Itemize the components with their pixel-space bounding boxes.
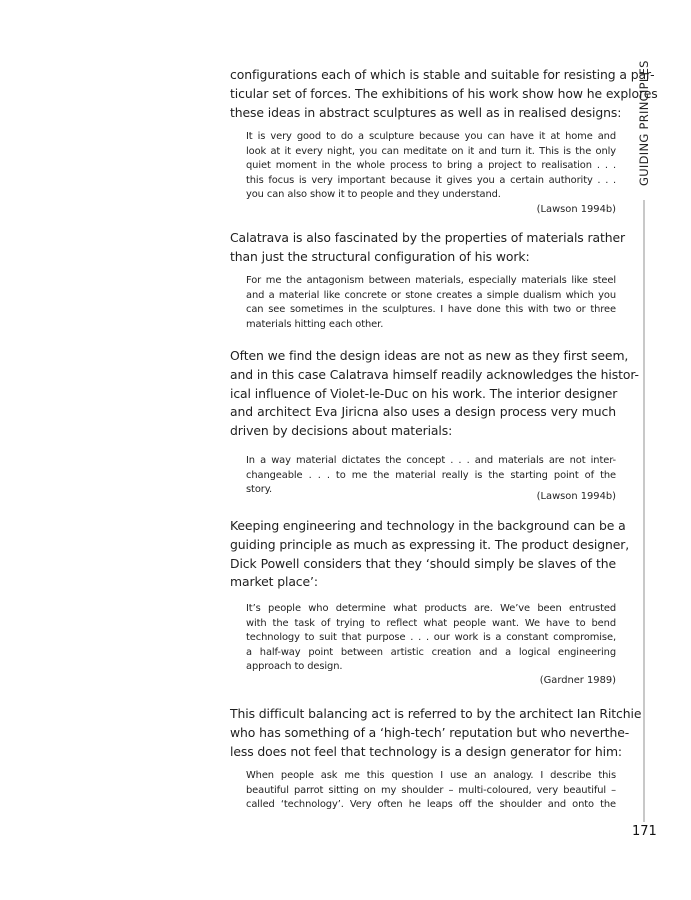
- text-line: It is very good to do a sculpture because you can have it at home and: [246, 131, 616, 142]
- citation: (Lawson 1994b): [536, 204, 616, 215]
- body-paragraph: [230, 705, 642, 761]
- block-quote: [246, 602, 616, 675]
- text-line: you can also show it to people and they understand.: [246, 189, 501, 201]
- text-line: Calatrava is also fascinated by the properties of materials rather: [230, 230, 626, 245]
- text-line: market place’:: [230, 574, 318, 590]
- text-line: For me the antagonism between materials, especially materials like steel: [246, 275, 616, 286]
- text-line: changeable . . . to me the material really is the starting point of the: [246, 469, 616, 481]
- text-line: In a way material dictates the concept . . . and materials are not inter-: [246, 455, 616, 466]
- text-line: and architect Eva Jiricna also uses a design process very much: [230, 404, 616, 420]
- body-paragraph: [230, 517, 630, 592]
- text-line: materials hitting each other.: [246, 318, 384, 330]
- text-line: This difficult balancing act is referred to by the architect Ian Ritchie: [230, 706, 642, 721]
- text-line: guiding principle as much as expressing it. The product designer,: [230, 536, 630, 552]
- text-line: When people ask me this question I use an analogy. I describe this: [246, 770, 616, 781]
- text-line: It’s people who determine what products are. We’ve been entrusted: [246, 603, 616, 614]
- page-number: 171: [632, 824, 657, 839]
- body-paragraph: [230, 66, 658, 122]
- margin-rule: [643, 200, 645, 822]
- text-line: who has something of a ‘high-tech’ reputation but who neverthe-: [230, 724, 630, 740]
- text-line: quiet moment in the whole process to bring a project to realisation . . .: [246, 160, 616, 172]
- text-line: story.: [246, 484, 273, 496]
- text-line: look at it every night, you can meditate on it and turn it. This is the only: [246, 145, 616, 157]
- text-line: configurations each of which is stable and suitable for resisting a par-: [230, 67, 655, 82]
- text-line: technology to suit that purpose . . . our work is a constant compromise,: [246, 632, 616, 644]
- text-line: called ‘technology’. Very often he leaps off the shoulder and onto the: [246, 799, 616, 811]
- text-line: than just the structural configuration of his work:: [230, 248, 530, 264]
- text-line: these ideas in abstract sculptures as well as in realised designs:: [230, 104, 622, 120]
- block-quote: [246, 130, 616, 203]
- running-head: GUIDING PRINCIPLES: [637, 60, 651, 186]
- text-line: Dick Powell considers that they ‘should simply be slaves of the: [230, 555, 616, 571]
- text-line: a half-way point between artistic creation and a logical engineering: [246, 646, 616, 658]
- citation: (Gardner 1989): [539, 675, 616, 686]
- text-line: can see sometimes in the sculptures. I have done this with two or three: [246, 304, 616, 316]
- text-line: driven by decisions about materials:: [230, 423, 453, 439]
- block-quote: [246, 274, 616, 332]
- text-line: and in this case Calatrava himself readily acknowledges the histor-: [230, 366, 639, 382]
- text-line: Often we find the design ideas are not as new as they first seem,: [230, 348, 629, 363]
- text-line: this focus is very important because it gives you a certain authority . . .: [246, 174, 616, 186]
- text-line: Keeping engineering and technology in the background can be a: [230, 518, 626, 533]
- citation: (Lawson 1994b): [536, 491, 616, 502]
- text-line: ticular set of forces. The exhibitions of his work show how he explores: [230, 85, 658, 101]
- text-line: beautiful parrot sitting on my shoulder – multi-coloured, very beautiful –: [246, 784, 616, 796]
- body-paragraph: [230, 229, 626, 267]
- text-line: approach to design.: [246, 661, 343, 673]
- text-line: less does not feel that technology is a design generator for him:: [230, 743, 622, 759]
- text-line: with the task of trying to reflect what people want. We have to bend: [246, 617, 616, 629]
- text-line: ical influence of Violet-le-Duc on his work. The interior designer: [230, 385, 618, 401]
- body-paragraph: [230, 347, 639, 441]
- text-line: and a material like concrete or stone creates a simple dualism which you: [246, 289, 616, 301]
- block-quote: [246, 769, 616, 813]
